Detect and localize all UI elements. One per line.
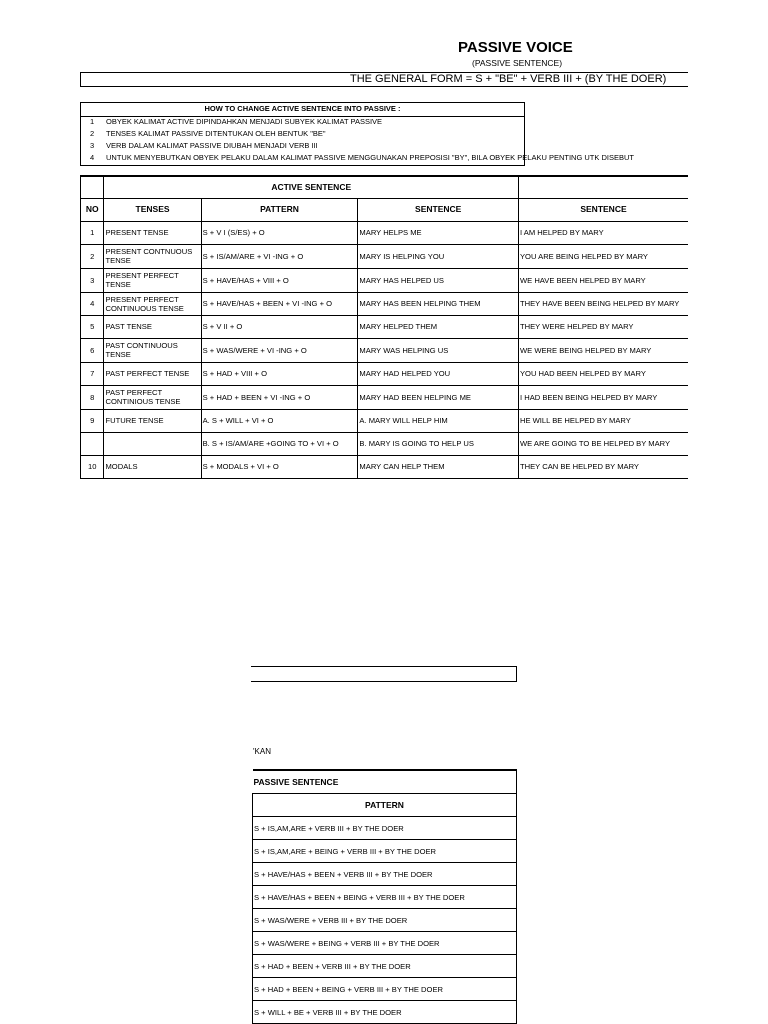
passive-pattern-cell: S + WILL + BE + VERB III + BY THE DOER <box>253 1001 517 1024</box>
passive-pattern-cell: S + HAVE/HAS + BEEN + VERB III + BY THE DOER <box>253 863 517 886</box>
row-active-sentence: MARY HAD BEEN HELPING ME <box>358 385 519 409</box>
row-passive-sentence: I HAD BEEN BEING HELPED BY MARY <box>518 385 688 409</box>
passive-pattern-header: PATTERN <box>253 794 517 817</box>
passive-pattern-cell: S + WAS/WERE + BEING + VERB III + BY THE DOER <box>253 932 517 955</box>
row-active-sentence: MARY HAS BEEN HELPING THEM <box>358 292 519 315</box>
table-row <box>81 362 689 385</box>
passive-pattern-row <box>253 955 517 978</box>
row-tense: PRESENT CONTNUOUS TENSE <box>104 244 201 268</box>
row-number: 1 <box>81 221 104 244</box>
step-text: OBYEK KALIMAT ACTIVE DIPINDAHKAN MENJADI SUBYEK KALIMAT PASSIVE <box>106 117 383 126</box>
row-tense: MODALS <box>104 455 201 478</box>
row-active-sentence: MARY CAN HELP THEM <box>358 455 519 478</box>
page-two-form-box <box>251 666 517 682</box>
col-header-passive-sentence: SENTENCE <box>518 198 688 221</box>
row-tense: PAST PERFECT TENSE <box>104 362 201 385</box>
row-pattern: S + WAS/WERE + VI -ING + O <box>201 338 358 362</box>
row-tense: FUTURE TENSE <box>104 409 201 432</box>
passive-pattern-cell: S + IS,AM,ARE + VERB III + BY THE DOER <box>253 817 517 840</box>
step-number: 3 <box>90 141 95 150</box>
row-active-sentence: MARY WAS HELPING US <box>358 338 519 362</box>
row-passive-sentence: WE HAVE BEEN HELPED BY MARY <box>518 268 688 292</box>
col-header-pattern: PATTERN <box>201 198 358 221</box>
col-header-tenses: TENSES <box>104 198 201 221</box>
passive-pattern-row <box>253 932 517 955</box>
table-row <box>81 268 689 292</box>
table-row <box>81 315 689 338</box>
row-tense: PRESENT PERFECT CONTINUOUS TENSE <box>104 292 201 315</box>
col-header-sentence: SENTENCE <box>358 198 519 221</box>
passive-pattern-cell: S + HAVE/HAS + BEEN + BEING + VERB III + BY THE DOER <box>253 886 517 909</box>
passive-group-row <box>253 770 517 794</box>
table-row <box>81 409 689 432</box>
row-number: 2 <box>81 244 104 268</box>
general-form-box <box>80 72 688 87</box>
row-tense: PRESENT PERFECT TENSE <box>104 268 201 292</box>
step-number: 4 <box>90 153 95 162</box>
passive-header-row <box>253 794 517 817</box>
row-pattern: S + HAVE/HAS + BEEN + VI -ING + O <box>201 292 358 315</box>
tenses-table <box>80 175 688 479</box>
passive-pattern-row <box>253 1001 517 1024</box>
row-active-sentence: MARY HAS HELPED US <box>358 268 519 292</box>
row-pattern: S + IS/AM/ARE + VI -ING + O <box>201 244 358 268</box>
passive-sentence-header: PASSIVE SENTENCE <box>253 770 517 794</box>
row-passive-sentence: THEY WERE HELPED BY MARY <box>518 315 688 338</box>
row-passive-sentence: THEY HAVE BEEN BEING HELPED BY MARY <box>518 292 688 315</box>
passive-pattern-row <box>253 863 517 886</box>
table-row <box>81 221 689 244</box>
passive-pattern-cell: S + HAD + BEEN + BEING + VERB III + BY THE DOER <box>253 978 517 1001</box>
table-row <box>81 292 689 315</box>
row-pattern: B. S + IS/AM/ARE +GOING TO + VI + O <box>201 432 358 455</box>
row-pattern: S + V I (S/ES) + O <box>201 221 358 244</box>
row-passive-sentence: YOU HAD BEEN HELPED BY MARY <box>518 362 688 385</box>
table-row <box>81 338 689 362</box>
row-passive-sentence: THEY CAN BE HELPED BY MARY <box>518 455 688 478</box>
passive-pattern-table <box>252 769 517 1024</box>
howto-box <box>80 102 634 166</box>
passive-pattern-row <box>253 840 517 863</box>
table-row <box>81 385 689 409</box>
row-active-sentence: B. MARY IS GOING TO HELP US <box>358 432 519 455</box>
row-tense: PAST PERFECT CONTINIOUS TENSE <box>104 385 201 409</box>
row-pattern: S + V II + O <box>201 315 358 338</box>
row-active-sentence: MARY HELPED THEM <box>358 315 519 338</box>
page-title: PASSIVE VOICE <box>458 39 573 56</box>
row-passive-sentence: YOU ARE BEING HELPED BY MARY <box>518 244 688 268</box>
active-sentence-header: ACTIVE SENTENCE <box>104 176 519 198</box>
passive-pattern-row <box>253 817 517 840</box>
row-number: 5 <box>81 315 104 338</box>
row-pattern: S + HAVE/HAS + VIII + O <box>201 268 358 292</box>
row-pattern: S + HAD + BEEN + VI -ING + O <box>201 385 358 409</box>
row-tense <box>104 432 201 455</box>
row-number: 3 <box>81 268 104 292</box>
row-active-sentence: A. MARY WILL HELP HIM <box>358 409 519 432</box>
table-row <box>81 455 689 478</box>
row-number: 6 <box>81 338 104 362</box>
col-header-no: NO <box>81 198 104 221</box>
row-pattern: A. S + WILL + VI + O <box>201 409 358 432</box>
row-pattern: S + HAD + VIII + O <box>201 362 358 385</box>
table-group-row <box>81 176 689 198</box>
row-passive-sentence: HE WILL BE HELPED BY MARY <box>518 409 688 432</box>
step-text: UNTUK MENYEBUTKAN OBYEK PELAKU DALAM KALIMAT PASSIVE MENGGUNAKAN PREPOSISI "BY", BILA OBYEK PELAKU PENTING UTK DISEBUT <box>106 153 634 162</box>
row-number <box>81 432 104 455</box>
table-row <box>81 244 689 268</box>
row-tense: PRESENT TENSE <box>104 221 201 244</box>
row-passive-sentence: WE ARE GOING TO BE HELPED BY MARY <box>518 432 688 455</box>
row-number: 9 <box>81 409 104 432</box>
page-subtitle: (PASSIVE SENTENCE) <box>472 58 563 68</box>
row-passive-sentence: I AM HELPED BY MARY <box>518 221 688 244</box>
passive-pattern-row <box>253 978 517 1001</box>
row-tense: PAST TENSE <box>104 315 201 338</box>
row-passive-sentence: WE WERE BEING HELPED BY MARY <box>518 338 688 362</box>
step-text: VERB DALAM KALIMAT PASSIVE DIUBAH MENJADI VERB III <box>106 141 318 150</box>
step-text: TENSES KALIMAT PASSIVE DITENTUKAN OLEH BENTUK "BE" <box>106 129 326 138</box>
row-pattern: S + MODALS + VI + O <box>201 455 358 478</box>
passive-pattern-row <box>253 909 517 932</box>
row-active-sentence: MARY IS HELPING YOU <box>358 244 519 268</box>
row-tense: PAST CONTINUOUS TENSE <box>104 338 201 362</box>
overflow-text: 'KAN <box>253 747 271 756</box>
passive-pattern-cell: S + WAS/WERE + VERB III + BY THE DOER <box>253 909 517 932</box>
passive-pattern-row <box>253 886 517 909</box>
passive-pattern-cell: S + IS,AM,ARE + BEING + VERB III + BY THE DOER <box>253 840 517 863</box>
row-active-sentence: MARY HELPS ME <box>358 221 519 244</box>
row-number: 8 <box>81 385 104 409</box>
table-row <box>81 432 689 455</box>
step-number: 2 <box>90 129 95 138</box>
row-number: 4 <box>81 292 104 315</box>
row-number: 7 <box>81 362 104 385</box>
table-header-row <box>81 198 689 221</box>
howto-heading: HOW TO CHANGE ACTIVE SENTENCE INTO PASSIVE : <box>81 103 524 117</box>
passive-pattern-cell: S + HAD + BEEN + VERB III + BY THE DOER <box>253 955 517 978</box>
row-number: 10 <box>81 455 104 478</box>
step-number: 1 <box>90 117 95 126</box>
row-active-sentence: MARY HAD HELPED YOU <box>358 362 519 385</box>
general-form-text: THE GENERAL FORM = S + "BE" + VERB III + (BY THE DOER) <box>350 73 667 85</box>
